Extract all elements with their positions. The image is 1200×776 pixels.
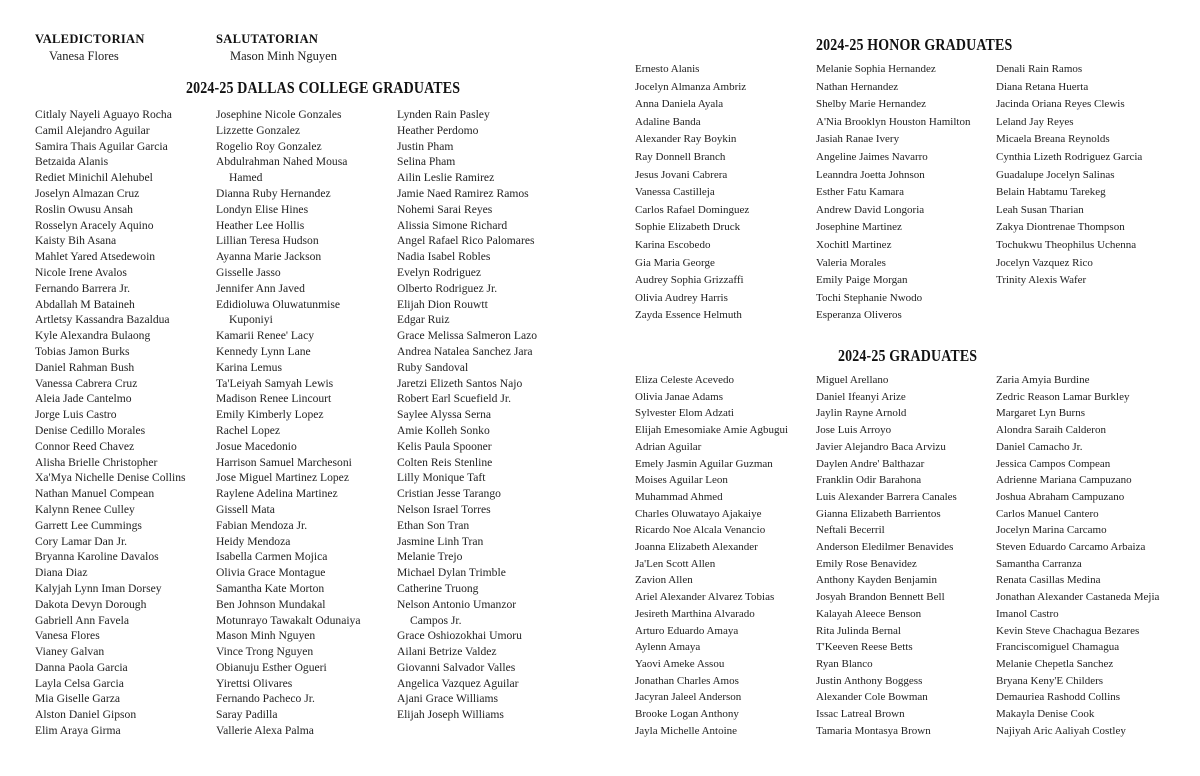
graduate-name: Emily Paige Morgan bbox=[816, 274, 908, 287]
graduate-name: Neftali Becerril bbox=[816, 524, 885, 537]
graduate-name: Adrienne Mariana Campuzano bbox=[996, 474, 1132, 487]
graduate-name: Jesireth Marthina Alvarado bbox=[635, 607, 755, 620]
graduate-name: Lilly Monique Taft bbox=[397, 471, 486, 485]
graduate-name: Heather Perdomo bbox=[397, 123, 479, 137]
graduate-name: Anderson Eledilmer Benavides bbox=[816, 541, 954, 554]
graduate-name: Garrett Lee Cummings bbox=[35, 518, 142, 532]
graduate-name: Ta'Leiyah Samyah Lewis bbox=[216, 376, 334, 390]
graduate-name: Daylen Andre' Balthazar bbox=[816, 457, 925, 470]
graduate-name: Zavion Allen bbox=[635, 574, 693, 587]
graduate-name: Aleia Jade Cantelmo bbox=[35, 392, 132, 406]
graduate-name: Muhammad Ahmed bbox=[635, 490, 723, 503]
graduates-name-column-2 bbox=[816, 372, 957, 739]
left-name-column-2 bbox=[216, 107, 361, 739]
graduates-name-column-3 bbox=[996, 372, 1159, 739]
graduate-name: Edgar Ruiz bbox=[397, 313, 450, 327]
graduate-name: Emily Rose Benavidez bbox=[816, 557, 917, 570]
graduate-name: Nicole Irene Avalos bbox=[35, 265, 127, 279]
graduate-name: Vince Trong Nguyen bbox=[216, 645, 314, 659]
graduate-name: Audrey Sophia Grizzaffi bbox=[635, 274, 744, 287]
graduate-name: Dianna Ruby Hernandez bbox=[216, 186, 331, 200]
graduate-name: Zedric Reason Lamar Burkley bbox=[996, 390, 1130, 403]
graduate-name: Moises Aguilar Leon bbox=[635, 474, 728, 487]
graduate-name: Alondra Saraih Calderon bbox=[996, 424, 1106, 437]
graduate-name: Vanessa Cabrera Cruz bbox=[35, 376, 138, 390]
graduate-name: Sophie Elizabeth Druck bbox=[635, 221, 741, 234]
graduate-name: Olberto Rodriguez Jr. bbox=[397, 281, 498, 295]
graduate-name: Josyah Brandon Bennett Bell bbox=[816, 591, 945, 604]
salutatorian-label: SALUTATORIAN bbox=[216, 32, 319, 46]
graduate-name: Lizzette Gonzalez bbox=[216, 123, 300, 137]
graduate-name: Gabriell Ann Favela bbox=[35, 613, 130, 627]
graduate-name: Angeline Jaimes Navarro bbox=[816, 150, 928, 163]
graduate-name: Sylvester Elom Adzati bbox=[635, 407, 734, 420]
graduate-name: Rita Julinda Bernal bbox=[816, 624, 901, 637]
graduate-name: Kuponiyi bbox=[229, 313, 273, 327]
graduate-name: Saylee Alyssa Serna bbox=[397, 408, 492, 422]
graduate-name: Vanessa Castilleja bbox=[635, 186, 715, 199]
graduate-name: Gianna Elizabeth Barrientos bbox=[816, 507, 941, 520]
graduate-name: Nelson Antonio Umanzor bbox=[397, 597, 517, 611]
graduate-name: Citlaly Nayeli Aguayo Rocha bbox=[35, 108, 172, 121]
graduate-name: Adrian Aguilar bbox=[635, 440, 702, 453]
graduate-name: Javier Alejandro Baca Arvizu bbox=[816, 440, 946, 453]
salutatorian-block bbox=[216, 32, 337, 64]
graduate-name: Aylenn Amaya bbox=[635, 641, 701, 654]
graduate-name: Angel Rafael Rico Palomares bbox=[397, 234, 535, 248]
graduate-name: Harrison Samuel Marchesoni bbox=[216, 455, 352, 469]
graduate-name: Jacinda Oriana Reyes Clewis bbox=[996, 98, 1125, 111]
graduate-name: Lynden Rain Pasley bbox=[397, 108, 490, 121]
graduate-name: Abdallah M Bataineh bbox=[35, 297, 135, 311]
graduate-name: Ruby Sandoval bbox=[397, 360, 469, 374]
graduate-name: Tochukwu Theophilus Uchenna bbox=[996, 238, 1137, 251]
graduate-name: Luis Alexander Barrera Canales bbox=[816, 490, 957, 503]
graduate-name: Cynthia Lizeth Rodriguez Garcia bbox=[996, 150, 1143, 163]
graduate-name: Belain Habtamu Tarekeg bbox=[996, 186, 1106, 199]
graduate-name: Elijah Joseph Williams bbox=[397, 708, 504, 722]
graduate-name: Kalynn Renee Culley bbox=[35, 502, 135, 516]
graduate-name: Alexander Cole Bowman bbox=[816, 691, 928, 704]
graduate-name: Andrea Natalea Sanchez Jara bbox=[397, 344, 533, 358]
graduate-name: Artletsy Kassandra Bazaldua bbox=[35, 313, 170, 327]
graduate-name: Kennedy Lynn Lane bbox=[216, 344, 311, 358]
graduate-name: Jasiah Ranae Ivery bbox=[816, 133, 900, 146]
graduate-name: Daniel Camacho Jr. bbox=[996, 440, 1083, 453]
graduate-name: Mason Minh Nguyen bbox=[216, 629, 316, 643]
graduate-name: Elijah Emesomiake Amie Agbugui bbox=[635, 424, 789, 437]
graduate-name: Ailani Betrize Valdez bbox=[397, 645, 497, 659]
graduate-name: Londyn Elise Hines bbox=[216, 202, 309, 216]
graduate-name: Fernando Pacheco Jr. bbox=[216, 692, 315, 706]
graduate-name: Jamie Naed Ramirez Ramos bbox=[397, 186, 529, 200]
graduate-name: Melanie Chepetla Sanchez bbox=[996, 657, 1114, 670]
graduate-name: Abdulrahman Nahed Mousa bbox=[216, 155, 348, 169]
graduate-name: Ayanna Marie Jackson bbox=[216, 250, 322, 264]
graduate-name: Jose Miguel Martinez Lopez bbox=[216, 471, 349, 485]
graduate-name: Makayla Denise Cook bbox=[996, 708, 1095, 721]
graduate-name: Ailin Leslie Ramirez bbox=[397, 171, 495, 185]
graduate-name: Josephine Nicole Gonzales bbox=[216, 108, 342, 121]
graduate-name: Fabian Mendoza Jr. bbox=[216, 518, 308, 532]
graduate-name: Ja'Len Scott Allen bbox=[635, 557, 716, 570]
graduate-name: Nadia Isabel Robles bbox=[397, 250, 491, 264]
graduate-name: Gia Maria George bbox=[635, 256, 715, 269]
graduate-name: Leah Susan Tharian bbox=[996, 203, 1084, 216]
graduate-name: Esther Fatu Kamara bbox=[816, 186, 904, 199]
graduate-name: Betzaida Alanis bbox=[35, 155, 109, 169]
graduate-name: Raylene Adelina Martinez bbox=[216, 487, 338, 501]
graduate-name: Jessica Campos Compean bbox=[996, 457, 1111, 470]
graduate-name: Olivia Grace Montague bbox=[216, 566, 326, 580]
graduate-name: Heather Lee Hollis bbox=[216, 218, 305, 232]
graduate-name: Carlos Manuel Cantero bbox=[996, 507, 1099, 520]
graduate-name: Kaisty Bih Asana bbox=[35, 234, 117, 248]
graduate-name: Gissell Mata bbox=[216, 502, 275, 516]
graduate-name: Melanie Sophia Hernandez bbox=[816, 63, 936, 75]
graduate-name: Cory Lamar Dan Jr. bbox=[35, 534, 128, 548]
graduate-name: Xochitl Martinez bbox=[816, 238, 892, 251]
graduate-name: Ernesto Alanis bbox=[635, 63, 700, 75]
graduate-name: Kalyjah Lynn Iman Dorsey bbox=[35, 581, 162, 595]
graduate-name: Ricardo Noe Alcala Venancio bbox=[635, 524, 766, 537]
graduate-name: Joselyn Almazan Cruz bbox=[35, 186, 140, 200]
graduate-name: Selina Pham bbox=[397, 155, 456, 169]
honor-name-column-3 bbox=[996, 61, 1142, 290]
graduate-name: Hamed bbox=[229, 171, 263, 185]
graduate-name: Zakya Diontrenae Thompson bbox=[996, 221, 1125, 234]
graduate-name: Olivia Audrey Harris bbox=[635, 291, 728, 304]
graduate-name: Samira Thais Aguilar Garcia bbox=[35, 139, 168, 153]
graduate-name: Margaret Lyn Burns bbox=[996, 407, 1086, 420]
graduate-name: Rogelio Roy Gonzalez bbox=[216, 139, 322, 153]
graduate-name: Mia Giselle Garza bbox=[35, 692, 120, 706]
graduate-name: Samantha Carranza bbox=[996, 557, 1082, 570]
graduate-name: Joshua Abraham Campuzano bbox=[996, 490, 1125, 503]
graduate-name: Alexander Ray Boykin bbox=[635, 133, 737, 146]
honor-name-column-2 bbox=[816, 61, 970, 325]
graduate-name: Bryanna Karoline Davalos bbox=[35, 550, 159, 564]
graduate-name: Melanie Trejo bbox=[397, 550, 463, 564]
graduate-name: Denali Rain Ramos bbox=[996, 63, 1083, 75]
graduate-name: Elijah Dion Rouwtt bbox=[397, 297, 488, 311]
graduate-name: Imanol Castro bbox=[996, 607, 1059, 620]
graduate-name: Jocelyn Marina Carcamo bbox=[996, 524, 1107, 537]
graduate-name: Evelyn Rodriguez bbox=[397, 265, 482, 279]
graduate-name: Ajani Grace Williams bbox=[397, 692, 499, 706]
graduate-name: Samantha Kate Morton bbox=[216, 581, 325, 595]
graduate-name: Demauriea Rashodd Collins bbox=[996, 691, 1121, 704]
graduate-name: Vianey Galvan bbox=[35, 645, 105, 659]
graduate-name: Mahlet Yared Atsedewoin bbox=[35, 250, 156, 264]
graduate-name: Rediet Minichil Alehubel bbox=[35, 171, 153, 185]
graduate-name: Vanesa Flores bbox=[35, 629, 100, 643]
graduate-name: Giovanni Salvador Valles bbox=[397, 660, 516, 674]
graduates-heading: 2024-25 GRADUATES bbox=[838, 346, 978, 365]
left-name-column-1 bbox=[35, 107, 186, 739]
graduate-name: Zayda Essence Helmuth bbox=[635, 309, 742, 322]
graduate-name: Camil Alejandro Aguilar bbox=[35, 123, 150, 137]
graduate-name: Trinity Alexis Wafer bbox=[996, 274, 1087, 287]
graduate-name: Grace Oshiozokhai Umoru bbox=[397, 629, 522, 643]
graduate-name: Layla Celsa Garcia bbox=[35, 676, 124, 690]
graduate-name: Jaylin Rayne Arnold bbox=[816, 407, 907, 420]
dallas-college-graduates-heading: 2024-25 DALLAS COLLEGE GRADUATES bbox=[186, 78, 461, 97]
graduate-name: Tochi Stephanie Nwodo bbox=[816, 291, 923, 304]
graduate-name: Anna Daniela Ayala bbox=[635, 98, 724, 111]
graduate-name: Micaela Breana Reynolds bbox=[996, 133, 1110, 146]
graduate-name: Charles Oluwatayo Ajakaiye bbox=[635, 507, 762, 520]
graduate-name: Jayla Michelle Antoine bbox=[635, 724, 738, 737]
graduate-name: Guadalupe Jocelyn Salinas bbox=[996, 168, 1115, 181]
graduate-name: Kevin Steve Chachagua Bezares bbox=[996, 624, 1140, 637]
graduate-name: Michael Dylan Trimble bbox=[397, 566, 506, 580]
graduate-name: Kyle Alexandra Bulaong bbox=[35, 329, 151, 343]
graduate-name: Dakota Devyn Dorough bbox=[35, 597, 147, 611]
graduate-name: Josephine Martinez bbox=[816, 221, 902, 234]
graduate-name: Catherine Truong bbox=[397, 581, 479, 595]
graduate-name: Madison Renee Lincourt bbox=[216, 392, 332, 406]
graduate-name: Jonathan Alexander Castaneda Mejia bbox=[996, 591, 1160, 604]
graduate-name: Kalayah Aleece Benson bbox=[816, 607, 922, 620]
graduate-name: Edidioluwa Oluwatunmise bbox=[216, 297, 340, 311]
graduate-name: Leland Jay Reyes bbox=[996, 115, 1074, 128]
graduate-name: Justin Anthony Boggess bbox=[816, 674, 923, 687]
graduate-name: Anthony Kayden Benjamin bbox=[816, 574, 937, 587]
graduate-name: Roslin Owusu Ansah bbox=[35, 202, 133, 216]
graduate-name: Joanna Elizabeth Alexander bbox=[635, 541, 758, 554]
graduate-name: Renata Casillas Medina bbox=[996, 574, 1101, 587]
graduate-name: Daniel Ifeanyi Arize bbox=[816, 390, 906, 403]
graduate-name: Jose Luis Arroyo bbox=[816, 424, 892, 437]
graduate-name: Tobias Jamon Burks bbox=[35, 344, 130, 358]
graduate-name: Jacyran Jaleel Anderson bbox=[635, 691, 742, 704]
graduate-name: Ben Johnson Mundakal bbox=[216, 597, 326, 611]
graduate-name: Esperanza Oliveros bbox=[816, 309, 902, 322]
graduate-name: Diana Diaz bbox=[35, 566, 88, 580]
graduate-name: Colten Reis Stenline bbox=[397, 455, 493, 469]
graduate-name: Alisha Brielle Christopher bbox=[35, 455, 158, 469]
graduate-name: Carlos Rafael Dominguez bbox=[635, 203, 750, 216]
graduate-name: Andrew David Longoria bbox=[816, 203, 925, 216]
honor-graduates-heading: 2024-25 HONOR GRADUATES bbox=[816, 35, 1013, 54]
graduate-name: Jesus Jovani Cabrera bbox=[635, 168, 728, 181]
graduate-name: Isabella Carmen Mojica bbox=[216, 550, 328, 564]
graduate-name: Connor Reed Chavez bbox=[35, 439, 135, 453]
graduate-name: Karina Lemus bbox=[216, 360, 282, 374]
valedictorian-label: VALEDICTORIAN bbox=[35, 32, 145, 46]
honor-name-column-1 bbox=[635, 61, 749, 325]
graduate-name: Vallerie Alexa Palma bbox=[216, 724, 314, 738]
graduate-name: Kamarii Renee' Lacy bbox=[216, 329, 315, 343]
graduate-name: A'Nia Brooklyn Houston Hamilton bbox=[816, 115, 971, 128]
graduate-name: Daniel Rahman Bush bbox=[35, 360, 135, 374]
graduate-name: Yirettsi Olivares bbox=[216, 676, 293, 690]
graduate-name: Nohemi Sarai Reyes bbox=[397, 202, 493, 216]
graduate-name: Amie Kolleh Sonko bbox=[397, 423, 490, 437]
graduate-name: Denise Cedillo Morales bbox=[35, 423, 146, 437]
graduate-name: Obianuju Esther Ogueri bbox=[216, 660, 327, 674]
graduate-name: Alston Daniel Gipson bbox=[35, 708, 137, 722]
graduate-name: Gisselle Jasso bbox=[216, 265, 281, 279]
graduate-name: Rosselyn Aracely Aquino bbox=[35, 218, 154, 232]
graduate-name: Brooke Logan Anthony bbox=[635, 708, 739, 721]
graduate-name: Kelis Paula Spooner bbox=[397, 439, 492, 453]
graduate-name: Motunrayo Tawakalt Odunaiya bbox=[216, 613, 361, 627]
graduate-name: Jocelyn Vazquez Rico bbox=[996, 256, 1093, 269]
salutatorian-name: Mason Minh Nguyen bbox=[230, 49, 337, 63]
graduate-name: Jonathan Charles Amos bbox=[635, 674, 739, 687]
valedictorian-name: Vanesa Flores bbox=[49, 49, 119, 63]
graduate-name: Miguel Arellano bbox=[816, 374, 889, 386]
graduate-name: Adaline Banda bbox=[635, 115, 701, 128]
graduate-name: Najiyah Aric Aaliyah Costley bbox=[996, 724, 1126, 737]
graduate-name: Yaovi Ameke Assou bbox=[635, 657, 725, 670]
valedictorian-block bbox=[35, 32, 145, 64]
graduate-name: Grace Melissa Salmeron Lazo bbox=[397, 329, 538, 343]
graduate-name: Jaretzi Elizeth Santos Najo bbox=[397, 376, 523, 390]
graduate-name: Ryan Blanco bbox=[816, 657, 873, 670]
graduate-name: Shelby Marie Hernandez bbox=[816, 98, 926, 111]
graduate-name: Franklin Odir Barahona bbox=[816, 474, 922, 487]
graduate-name: Jocelyn Almanza Ambriz bbox=[635, 80, 747, 93]
graduate-name: T'Keeven Reese Betts bbox=[816, 641, 913, 654]
graduate-name: Ethan Son Tran bbox=[397, 518, 470, 532]
graduate-name: Issac Latreal Brown bbox=[816, 708, 905, 721]
graduate-name: Fernando Barrera Jr. bbox=[35, 281, 130, 295]
graduate-name: Robert Earl Scuefield Jr. bbox=[397, 392, 511, 406]
graduate-name: Rachel Lopez bbox=[216, 423, 281, 437]
graduate-name: Lillian Teresa Hudson bbox=[216, 234, 319, 248]
graduate-name: Elim Araya Girma bbox=[35, 724, 121, 738]
graduate-name: Jorge Luis Castro bbox=[35, 408, 117, 422]
graduate-name: Valeria Morales bbox=[816, 256, 886, 269]
graduate-name: Olivia Janae Adams bbox=[635, 390, 723, 403]
graduate-name: Leanndra Joetta Johnson bbox=[816, 168, 925, 181]
graduate-name: Steven Eduardo Carcamo Arbaiza bbox=[996, 541, 1146, 554]
graduate-name: Diana Retana Huerta bbox=[996, 80, 1089, 93]
graduate-name: Zaria Amyia Burdine bbox=[996, 374, 1090, 386]
graduate-name: Josue Macedonio bbox=[216, 439, 297, 453]
graduate-name: Heidy Mendoza bbox=[216, 534, 291, 548]
graduate-name: Nathan Manuel Compean bbox=[35, 487, 155, 501]
graduate-name: Karina Escobedo bbox=[635, 238, 711, 251]
graduate-name: Bryana Keny'E Childers bbox=[996, 674, 1104, 687]
graduate-name: Campos Jr. bbox=[410, 613, 462, 627]
graduate-name: Saray Padilla bbox=[216, 708, 278, 722]
graduate-name: Jasmine Linh Tran bbox=[397, 534, 484, 548]
graduate-name: Jennifer Ann Javed bbox=[216, 281, 305, 295]
graduate-name: Tamaria Montasya Brown bbox=[816, 724, 931, 737]
graduates-name-column-1 bbox=[635, 372, 788, 739]
graduate-name: Alissia Simone Richard bbox=[397, 218, 508, 232]
graduate-name: Franciscomiguel Chamagua bbox=[996, 641, 1120, 654]
graduate-name: Emely Jasmin Aguilar Guzman bbox=[635, 457, 773, 470]
graduate-name: Nathan Hernandez bbox=[816, 80, 899, 93]
graduate-name: Justin Pham bbox=[397, 139, 454, 153]
graduate-name: Danna Paola Garcia bbox=[35, 660, 128, 674]
graduate-name: Emily Kimberly Lopez bbox=[216, 408, 324, 422]
graduate-name: Eliza Celeste Acevedo bbox=[635, 374, 734, 386]
left-name-column-3 bbox=[397, 107, 537, 723]
graduate-name: Ray Donnell Branch bbox=[635, 150, 726, 163]
graduate-name: Arturo Eduardo Amaya bbox=[635, 624, 739, 637]
graduate-name: Ariel Alexander Alvarez Tobias bbox=[635, 591, 775, 604]
graduate-name: Angelica Vazquez Aguilar bbox=[397, 676, 519, 690]
graduate-name: Cristian Jesse Tarango bbox=[397, 487, 501, 501]
graduate-name: Nelson Israel Torres bbox=[397, 502, 491, 516]
graduate-name: Xa'Mya Nichelle Denise Collins bbox=[35, 471, 186, 485]
